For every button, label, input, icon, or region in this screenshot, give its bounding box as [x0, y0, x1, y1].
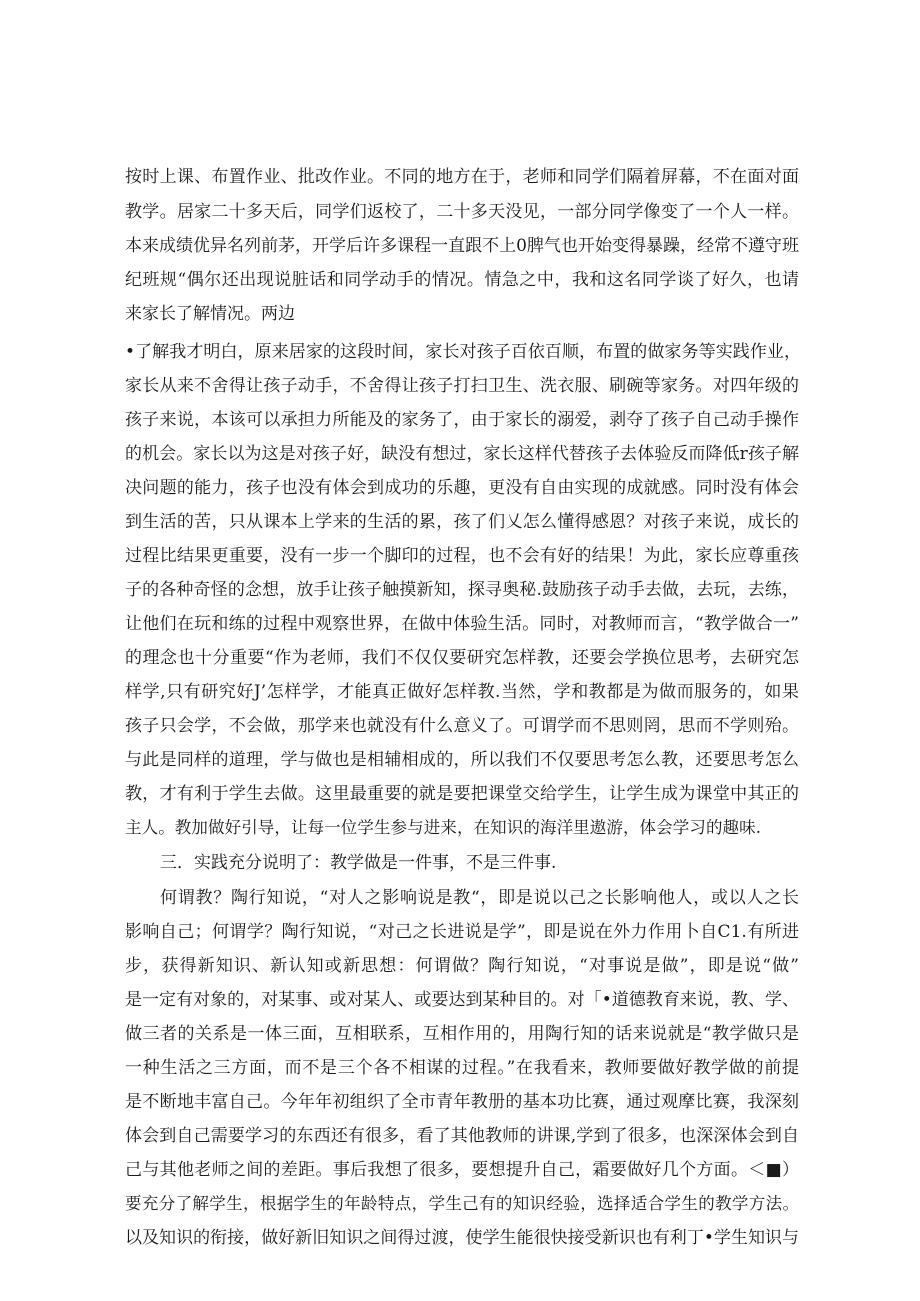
- text-line: 让他们在玩和练的过程中观察世界，在做中体验生活。同时，对教师而言，“教学做合一”: [125, 614, 799, 634]
- text-line: 本来成绩优异名列前茅，开学后许多课程一直跟不上0脾气也开始变得暴躁，经常不遵守班: [125, 236, 799, 256]
- text-line: 体会到自己需要学习的东西还有很多，看了其他教师的讲课,学到了很多，也深深体会到自: [125, 1126, 799, 1146]
- text-line: 样学,只有研究好J’怎样学，才能真正做好怎样教.当然，学和教都是为做而服务的，如果: [125, 682, 799, 702]
- text-line: 过程比结果更重要，没有一步一个脚印的过程，也不会有好的结果！为此，家长应尊重孩: [125, 546, 799, 566]
- text-line: 的机会。家长以为这是对孩子好，缺没有想过，家长这样代替孩子去体验反而降低r孩子解: [125, 444, 799, 464]
- text-line: 子的各种奇怪的念想，放手让孩子触摸新知，探寻奥秘.鼓励孩子动手去做，去玩，去练，: [125, 580, 799, 600]
- text-line: 做三者的关系是一体三面，互相联系，互相作用的，用陶行知的话来说就是“教学做只是: [125, 1024, 799, 1044]
- text-line: 的理念也十分重要“作为老师，我们不仅仅要研究怎样教，还要会学换位思考，去研究怎: [125, 648, 799, 668]
- text-line: 按时上课、布置作业、批改作业。不同的地方在于，老师和同学们隔着屏幕，不在面对面: [125, 167, 799, 187]
- text-line: 是不断地丰富自己。今年年初组织了全市青年教册的基本功比赛，通过观摩比赛，我深刻: [125, 1092, 799, 1112]
- text-line: 己与其他老师之间的差距。事后我想了很多，要想提升自己，霜要做好几个方面。＜■）: [125, 1160, 799, 1180]
- text-line: •了解我才明白，原来居家的这段时间，家长对孩子百依百顺，布置的做家务等实践作业，: [125, 342, 801, 362]
- text-line: 孩子只会学，不会做，那学来也就没有什么意义了。可谓学而不思则罔，思而不学则殆。: [125, 716, 799, 736]
- text-line: 何谓教？陶行知说，“对人之影响说是教“，即是说以己之长影响他人，或以人之长: [160, 888, 799, 908]
- text-line: 是一定有对象的，对某事、或对某人、或要达到某种目的。对「•道德教育来说，教、学、: [125, 990, 799, 1010]
- text-line: 来家长了解情况。两边: [125, 304, 295, 324]
- text-line: 决问题的能力，孩子也没有体会到成功的乐趣，更没有自由实现的成就感。同时没有体会: [125, 478, 799, 498]
- text-line: 要充分了解学生，根据学生的年龄特点，学生己有的知识经验，选择适合学生的教学方法。: [125, 1194, 799, 1213]
- text-line: 主人。教加做好引导，让每一位学生参与进来，在知识的海洋里遨游，体会学习的趣味.: [125, 818, 761, 837]
- section-heading: 三．实践充分说明了：教学做是一件事，不是三件事.: [160, 853, 557, 873]
- text-line: 一种生活之三方面，而不是三个各不相谋的过程。”在我看来，教师要做好教学做的前提: [125, 1058, 799, 1078]
- text-line: 孩子来说，本该可以承担力所能及的家务了，由于家长的溺爱，剥夺了孩子自己动手操作: [125, 410, 799, 430]
- text-line: 以及知识的衔接，做好新旧知识之间得过渡，使学生能很快接受新识也有利丁•学生知识与: [125, 1228, 799, 1248]
- text-line: 家长从来不舍得让孩子动手，不舍得让孩子打扫卫生、洗衣服、刷碗等家务。对四年级的: [125, 376, 799, 396]
- text-line: 教学。居家二十多天后，同学们返校了，二十多天没见，一部分同学像变了一个人一样。: [125, 202, 799, 222]
- text-line: 教，才有利于学生去做。这里最重要的就是要把课堂交给学生，让学生成为课堂中其正的: [125, 784, 799, 804]
- text-line: 影响自己；何谓学？陶行知说，“对己之长进说是学”，即是说在外力作用卜自C1.有所进: [125, 922, 799, 942]
- text-line: 步，获得新知识、新认知或新思想：何谓做？陶行知说，“对事说是做”，即是说“做”: [125, 956, 799, 976]
- text-line: 到生活的苦，只从课本上学来的生活的累，孩了们乂怎么懂得感恩？对孩子来说，成长的: [125, 512, 799, 532]
- text-line: 与此是同样的道理，学与做也是相辅相成的，所以我们不仅要思考怎么教，还要思考怎么: [125, 750, 799, 770]
- text-line: 纪班规“偶尔还出现说脏话和同学动手的情况。情急之中，我和这名同学谈了好久，也请: [125, 270, 799, 290]
